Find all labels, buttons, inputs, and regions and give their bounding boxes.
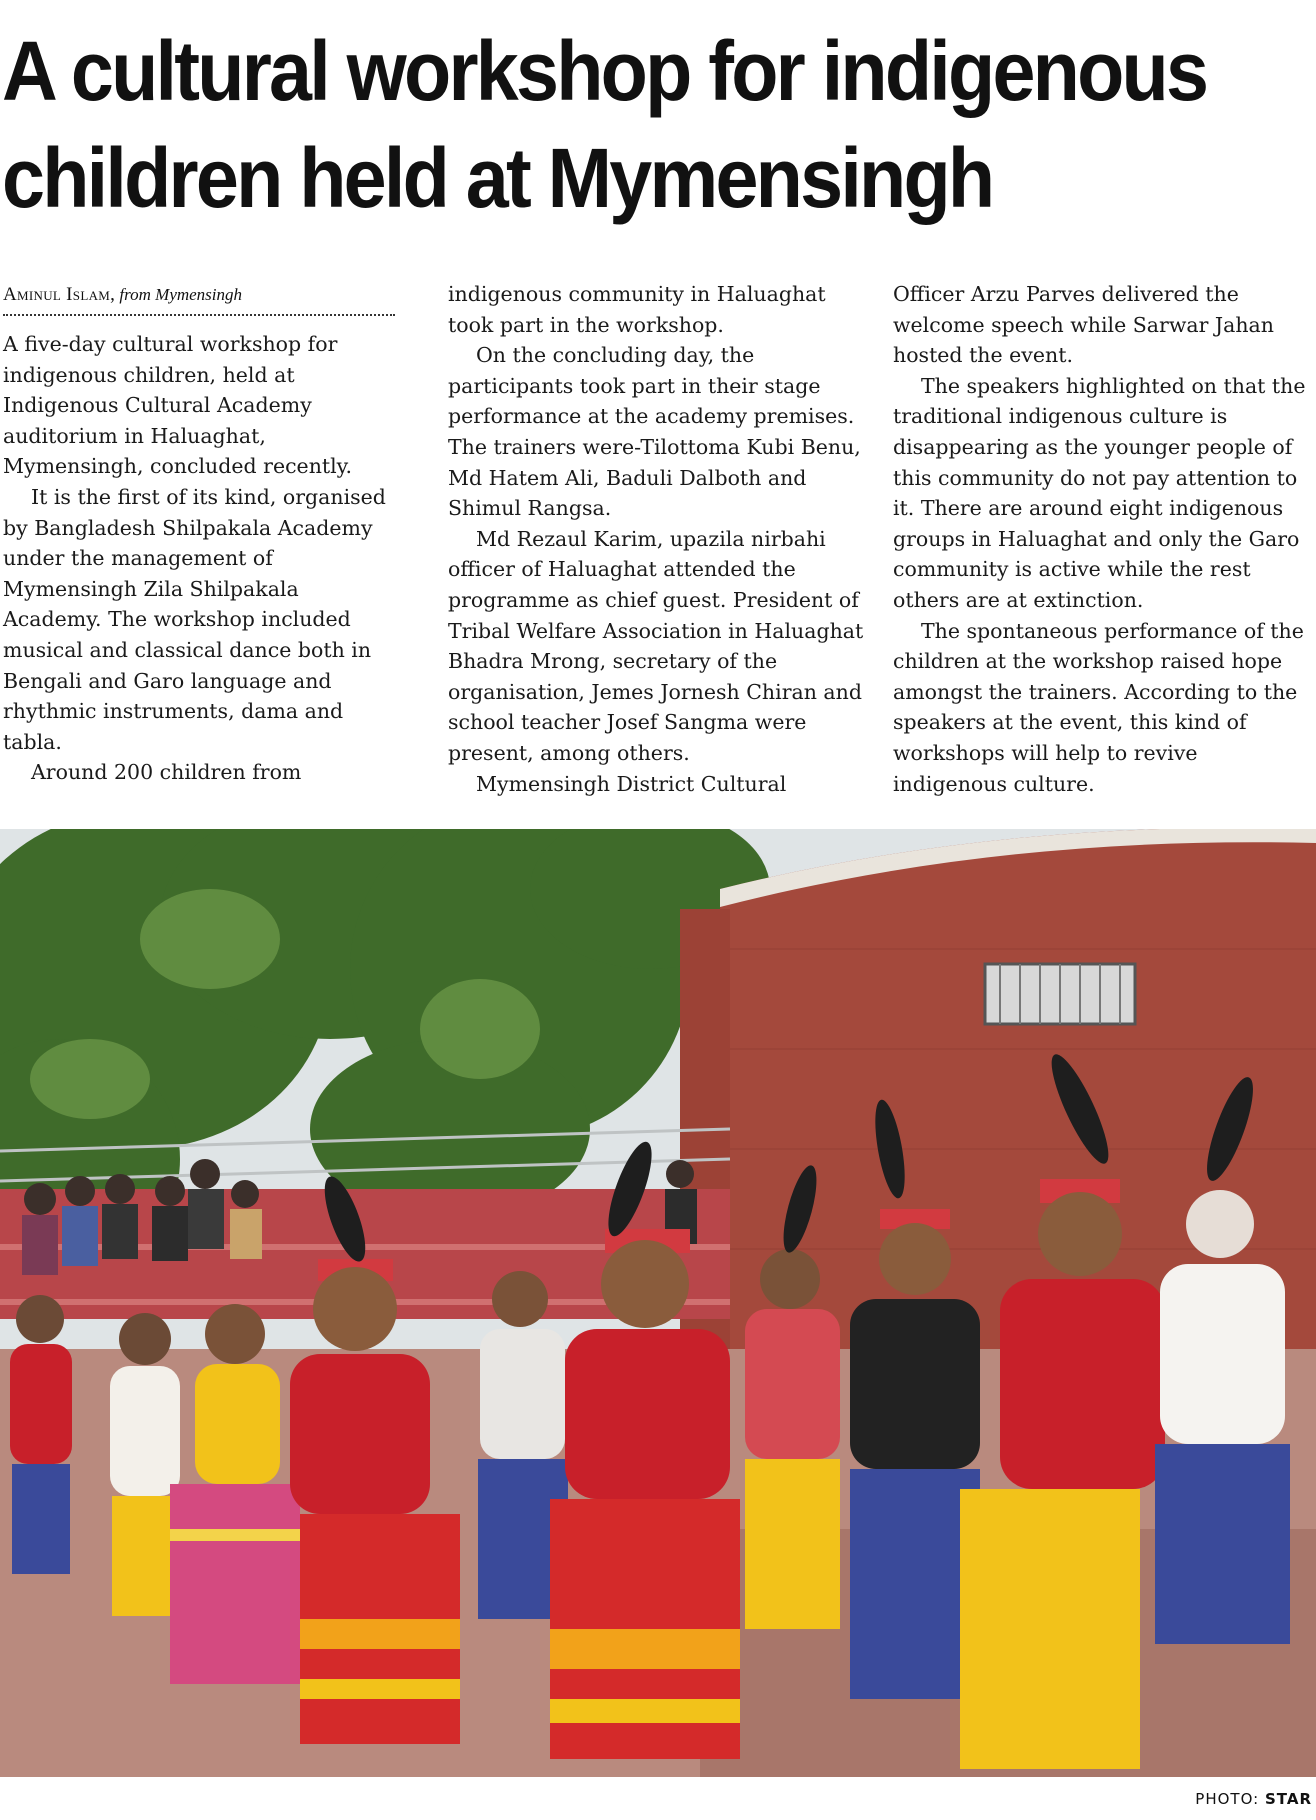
paragraph: Md Rezaul Karim, upazila nirbahi officer of Haluaghat attended the programme as chief guest. President of Tribal Welfare Association in Haluaghat Bhadra Mrong, secretary of the organisation, Jemes Jornesh Chiran and school teacher Josef Sangma were present, among others. bbox=[448, 526, 864, 765]
article-photo bbox=[0, 829, 1316, 1777]
paragraph: Around 200 children from bbox=[31, 760, 302, 785]
photo-credit bbox=[1195, 1790, 1312, 1808]
article-column-3 bbox=[893, 279, 1315, 799]
byline-location: from Mymensingh bbox=[119, 285, 243, 304]
paragraph: The speakers highlighted on that the traditional indigenous culture is disappearing as the younger people of this community do not pay attention to it. There are around eight indigenous groups in Haluaghat and only the Garo community is active while the rest others are at extinction. bbox=[893, 373, 1306, 612]
headline-line-2: children held at Mymensingh bbox=[2, 131, 993, 225]
headline bbox=[2, 18, 1207, 232]
article-column-1 bbox=[3, 329, 403, 788]
byline-author: Aminul Islam, bbox=[3, 284, 116, 305]
paragraph: Officer Arzu Parves delivered the welcome speech while Sarwar Jahan hosted the event. bbox=[893, 282, 1274, 368]
byline bbox=[3, 284, 395, 316]
photo-credit-prefix: PHOTO: bbox=[1195, 1790, 1260, 1808]
paragraph: indigenous community in Haluaghat took part in the workshop. bbox=[448, 282, 826, 337]
article-column-2 bbox=[448, 279, 873, 799]
paragraph: It is the first of its kind, organised by Bangladesh Shilpakala Academy under the management of Mymensingh Zila Shilpakala Academy. The workshop included musical and classical dance both in Bengali and Garo language and rhythmic instruments, dama and tabla. bbox=[3, 484, 386, 754]
paragraph: On the concluding day, the participants took part in their stage performance at the academy premises. The trainers were-Tilottoma Kubi Benu, Md Hatem Ali, Baduli Dalboth and Shimul Rangsa. bbox=[448, 343, 861, 521]
photo-credit-source: STAR bbox=[1264, 1790, 1312, 1808]
paragraph: Mymensingh District Cultural bbox=[476, 771, 787, 796]
paragraph: The spontaneous performance of the children at the workshop raised hope amongst the trainers. According to the speakers at the event, this kind of workshops will help to revive indigenous culture. bbox=[893, 618, 1304, 796]
paragraph: A five-day cultural workshop for indigenous children, held at Indigenous Cultural Academy auditorium in Haluaghat, Mymensingh, concluded recently. bbox=[3, 332, 353, 479]
headline-line-1: A cultural workshop for indigenous bbox=[2, 24, 1207, 118]
